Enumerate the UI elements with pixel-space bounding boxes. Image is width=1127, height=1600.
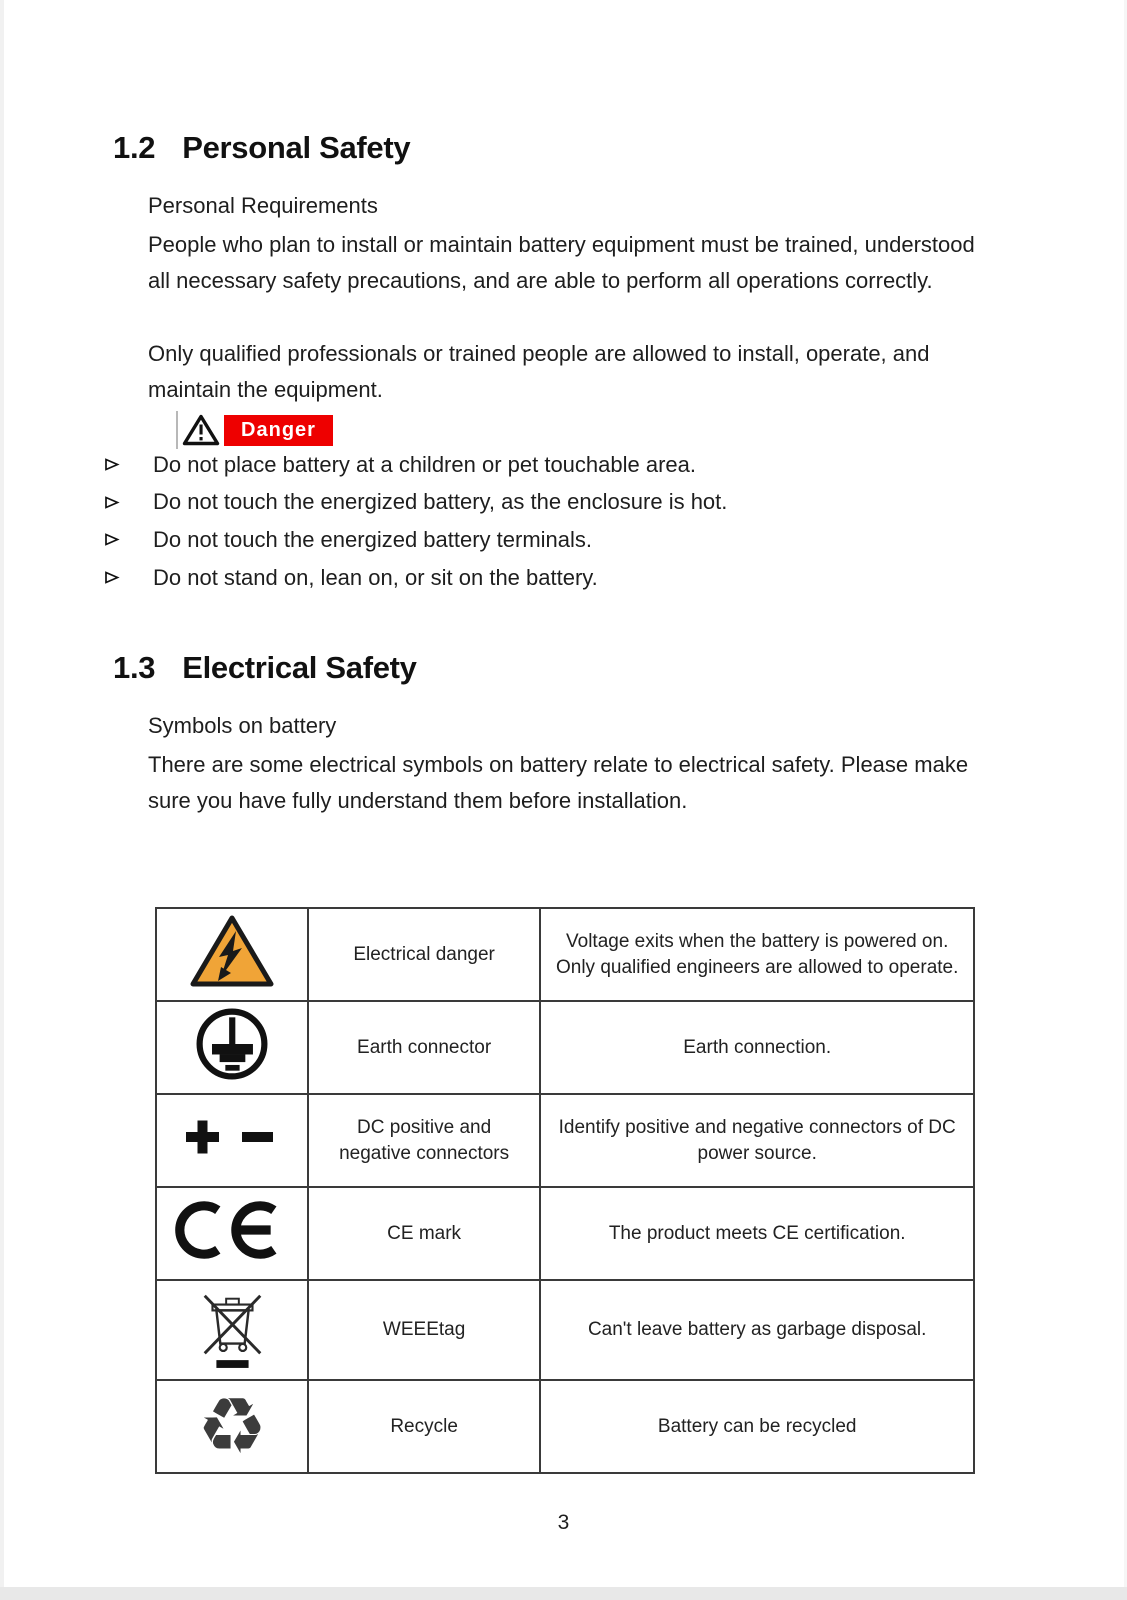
symbols-table (155, 907, 975, 1474)
section-title: Electrical Safety (182, 650, 417, 685)
section-number: 1.3 (113, 650, 156, 685)
paragraph-electrical-symbols (148, 747, 968, 818)
weee-icon (193, 1281, 271, 1371)
table-row (156, 1187, 974, 1280)
paragraph-qualified-professionals (148, 336, 929, 407)
page-edge-bottom (0, 1587, 1127, 1600)
paragraph-line: Only qualified professionals or trained people are allowed to install, operate, and (148, 341, 930, 366)
table-row (156, 908, 974, 1001)
symbol-cell (156, 1187, 308, 1280)
earth-connector-icon (192, 1004, 272, 1084)
symbol-cell (156, 1001, 308, 1094)
page-number: 3 (557, 1511, 570, 1534)
list-item (104, 521, 727, 559)
paragraph-line: maintain the equipment. (148, 376, 383, 402)
subheading-symbols-on-battery: Symbols on battery (148, 713, 337, 738)
arrow-bullet-icon (104, 495, 120, 510)
table-row (156, 1094, 974, 1187)
paragraph-line: People who plan to install or maintain battery equipment must be trained, understood (148, 232, 975, 257)
divider (176, 411, 178, 449)
symbol-name: Recycle (308, 1380, 541, 1473)
paragraph-line: all necessary safety precautions, and are able to perform all operations correctly. (148, 267, 933, 293)
bullet-text: Do not stand on, lean on, or sit on the battery. (153, 564, 598, 590)
symbol-cell (156, 1280, 308, 1380)
symbol-name: Earth connector (308, 1001, 541, 1094)
danger-bullet-list (104, 446, 727, 596)
symbol-description: Battery can be recycled (540, 1380, 974, 1473)
electrical-danger-icon (187, 911, 277, 991)
arrow-bullet-icon (104, 532, 120, 547)
symbol-name: Electrical danger (308, 908, 541, 1001)
section-number: 1.2 (113, 130, 156, 165)
section-heading-personal-safety (113, 130, 410, 166)
danger-badge: Danger (224, 415, 333, 446)
symbol-cell (156, 908, 308, 1001)
table-row (156, 1280, 974, 1380)
symbol-name: WEEEtag (308, 1280, 541, 1380)
symbol-name: CE mark (308, 1187, 541, 1280)
symbol-description: Can't leave battery as garbage disposal. (540, 1280, 974, 1380)
recycle-icon: ♻ (196, 1381, 267, 1472)
warning-triangle-icon (182, 412, 220, 448)
symbol-name: DC positive and negative connectors (308, 1094, 541, 1187)
bullet-text: Do not touch the energized battery, as the enclosure is hot. (153, 489, 728, 515)
paragraph-personnel-training (148, 227, 975, 298)
page-edge-left (0, 0, 4, 1600)
bullet-text: Do not touch the energized battery terminals. (153, 526, 593, 552)
section-heading-electrical-safety (113, 650, 417, 686)
arrow-bullet-icon (104, 570, 120, 585)
symbol-description: The product meets CE certification. (540, 1187, 974, 1280)
section-title: Personal Safety (182, 130, 411, 165)
list-item (104, 446, 727, 484)
dc-positive-negative-icon (180, 1115, 284, 1159)
symbol-description: Earth connection. (540, 1001, 974, 1094)
arrow-bullet-icon (104, 457, 120, 472)
paragraph-line: sure you have fully understand them before installation. (148, 787, 688, 813)
symbol-description: Identify positive and negative connectors of DC power source. (540, 1094, 974, 1187)
symbol-description: Voltage exits when the battery is powered on. Only qualified engineers are allowed to operate. (540, 908, 974, 1001)
bullet-text: Do not place battery at a children or pet touchable area. (153, 451, 697, 477)
paragraph-line: There are some electrical symbols on battery relate to electrical safety. Please make (148, 752, 969, 777)
list-item (104, 484, 727, 522)
ce-mark-icon (174, 1198, 290, 1262)
table-row (156, 1001, 974, 1094)
danger-notice (176, 411, 333, 449)
symbol-cell (156, 1380, 308, 1473)
table-row (156, 1380, 974, 1473)
list-item (104, 559, 727, 597)
subheading-personal-requirements: Personal Requirements (148, 193, 378, 218)
symbol-cell (156, 1094, 308, 1187)
